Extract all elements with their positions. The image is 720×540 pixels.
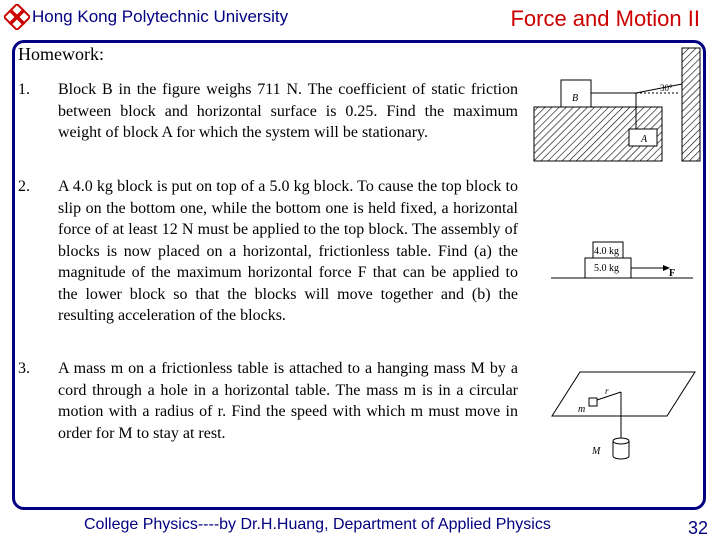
problem-number: 2.: [18, 178, 30, 195]
footer-credit: College Physics----by Dr.H.Huang, Department of Applied Physics: [84, 516, 551, 533]
university-name: Hong Kong Polytechnic University: [32, 7, 289, 26]
problem-text: A 4.0 kg block is put on top of a 5.0 kg block. To cause the top block to slip on the bottom one, while the bottom one is held fixed, a horizontal force of at least 12 N must be applied to the top block. The assembly of blocks is now placed on a horizontal, frictionless table. Find (a) the magnitude of the maximum horizontal force F that can be applied to the lower block so that the blocks will move together and (b) the resulting acceleration of the blocks.: [58, 178, 518, 324]
bottom-block-label: 5.0 kg: [594, 263, 619, 274]
mass-big-label: M: [592, 446, 601, 457]
figure-circular-motion: [545, 368, 705, 468]
mass-big-bottom: [613, 456, 629, 459]
problem-2: [18, 176, 518, 327]
problem-text: A mass m on a frictionless table is attached to a hanging mass M by a cord through a hole in a horizontal table. The mass m is in a circular motion with a radius of r. Find the speed with which m must move in order for M to stay at rest.: [58, 360, 518, 442]
radius-label: r: [605, 386, 609, 396]
problem-number: 1.: [18, 81, 30, 98]
mass-big-top: [613, 438, 629, 444]
angle-label: 30°: [660, 83, 673, 93]
force-label: F: [669, 268, 676, 279]
page-number: 32: [687, 518, 708, 538]
polyu-logo-icon: [4, 4, 30, 30]
figure-block-pulley: [530, 44, 712, 170]
problem-3: [18, 358, 518, 444]
slide-title: Force and Motion II: [510, 6, 700, 31]
mass-m: [589, 398, 597, 406]
table-plane: [552, 372, 695, 416]
homework-label: Homework:: [18, 44, 104, 64]
mass-m-label: m: [578, 404, 586, 415]
block-b-label: B: [572, 93, 579, 104]
cord-to-wall: [636, 84, 682, 93]
wall-hatched: [682, 48, 700, 161]
problem-1: [18, 79, 518, 144]
block-a-label: A: [641, 134, 648, 145]
figure-stacked-blocks: [545, 238, 700, 293]
problem-number: 3.: [18, 360, 30, 377]
problem-text: Block B in the figure weighs 711 N. The coefficient of static friction between block and horizontal surface is 0.25. Find the maximum weight of block A for which the system will be stationary.: [58, 81, 518, 141]
top-block-label: 4.0 kg: [594, 246, 619, 257]
header-left: [4, 4, 288, 30]
